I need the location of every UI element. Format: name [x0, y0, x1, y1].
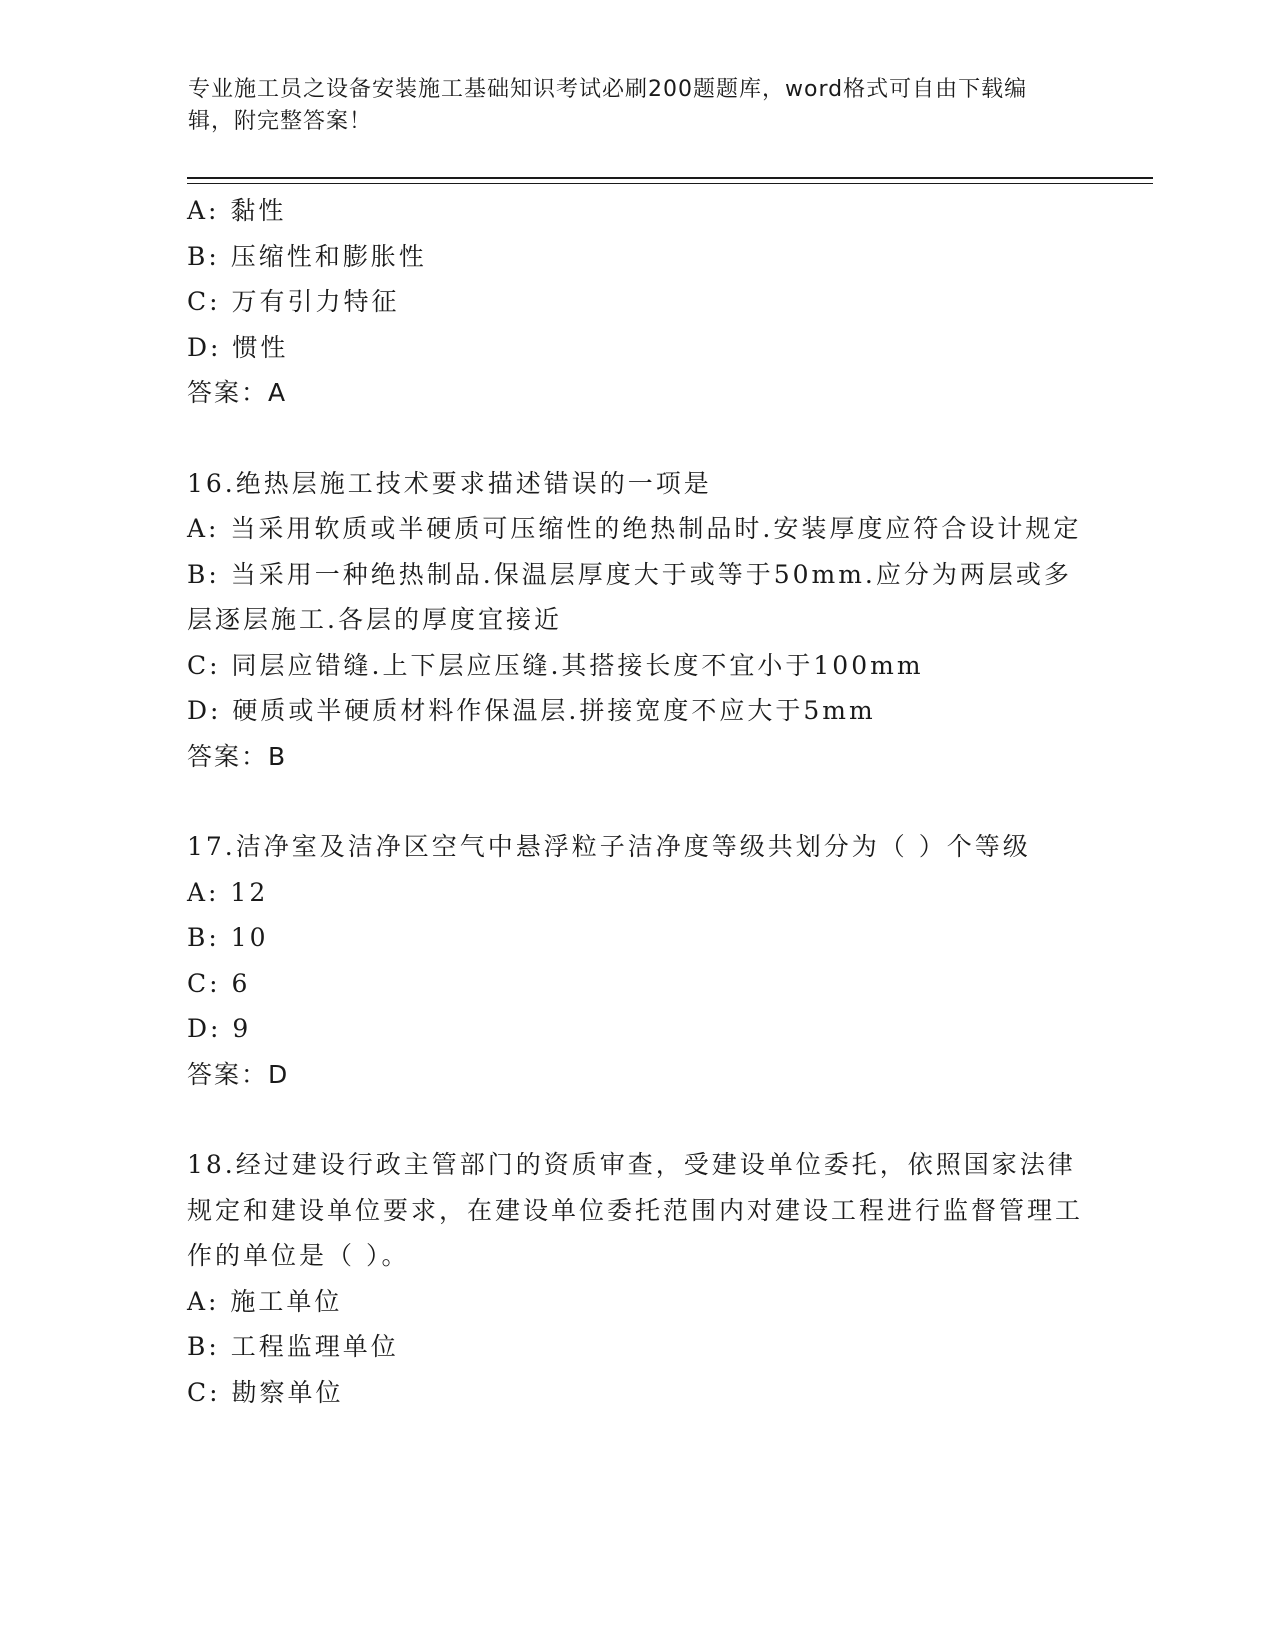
- header-rule-thin: [187, 183, 1153, 184]
- question-18: [187, 1142, 1087, 1415]
- answer-line: 答案：D: [187, 1059, 290, 1089]
- option-c: C: 万有引力特征: [187, 287, 400, 316]
- question-16: [187, 461, 1087, 780]
- option-b: B: 压缩性和膨胀性: [187, 241, 427, 271]
- option-b: B: 10: [187, 923, 269, 952]
- option-c: C: 勘察单位: [187, 1377, 344, 1407]
- answer-line: 答案：B: [187, 741, 288, 771]
- option-a: A: 黏性: [187, 196, 287, 225]
- question-stem: 18.经过建设行政主管部门的资质审查，受建设单位委托，依照国家法律规定和建设单位要求，在建设单位委托范围内对建设工程进行监督管理工作的单位是（ ）。: [187, 1150, 1084, 1270]
- option-a: A: 12: [187, 877, 269, 907]
- header-rule-thick: [187, 177, 1153, 179]
- option-b: B: 当采用一种绝热制品.保温层厚度大于或等于50mm.应分为两层或多层逐层施工.各层的厚度宜接近: [187, 559, 1072, 634]
- question-17: [187, 824, 1087, 1097]
- option-b: B: 工程监理单位: [187, 1332, 399, 1361]
- question-stem: 17.洁净室及洁净区空气中悬浮粒子洁净度等级共划分为（ ）个等级: [187, 832, 1031, 861]
- question-stem: 16.绝热层施工技术要求描述错误的一项是: [187, 468, 712, 498]
- answer-line: 答案：A: [187, 378, 288, 407]
- question-content: [187, 188, 1087, 1415]
- option-d: D: 9: [187, 1014, 252, 1043]
- document-header: 专业施工员之设备安装施工基础知识考试必刷200题题库，word格式可自由下载编辑，附完整答案！: [188, 77, 1028, 134]
- option-a: A: 当采用软质或半硬质可压缩性的绝热制品时.安装厚度应符合设计规定: [187, 514, 1082, 543]
- option-a: A: 施工单位: [187, 1286, 343, 1316]
- option-d: D: 硬质或半硬质材料作保温层.拼接宽度不应大于5mm: [187, 696, 876, 725]
- option-c: C: 6: [187, 968, 251, 998]
- question-15: [187, 188, 1087, 416]
- option-c: C: 同层应错缝.上下层应压缝.其搭接长度不宜小于100mm: [187, 650, 924, 680]
- option-d: D: 惯性: [187, 332, 289, 362]
